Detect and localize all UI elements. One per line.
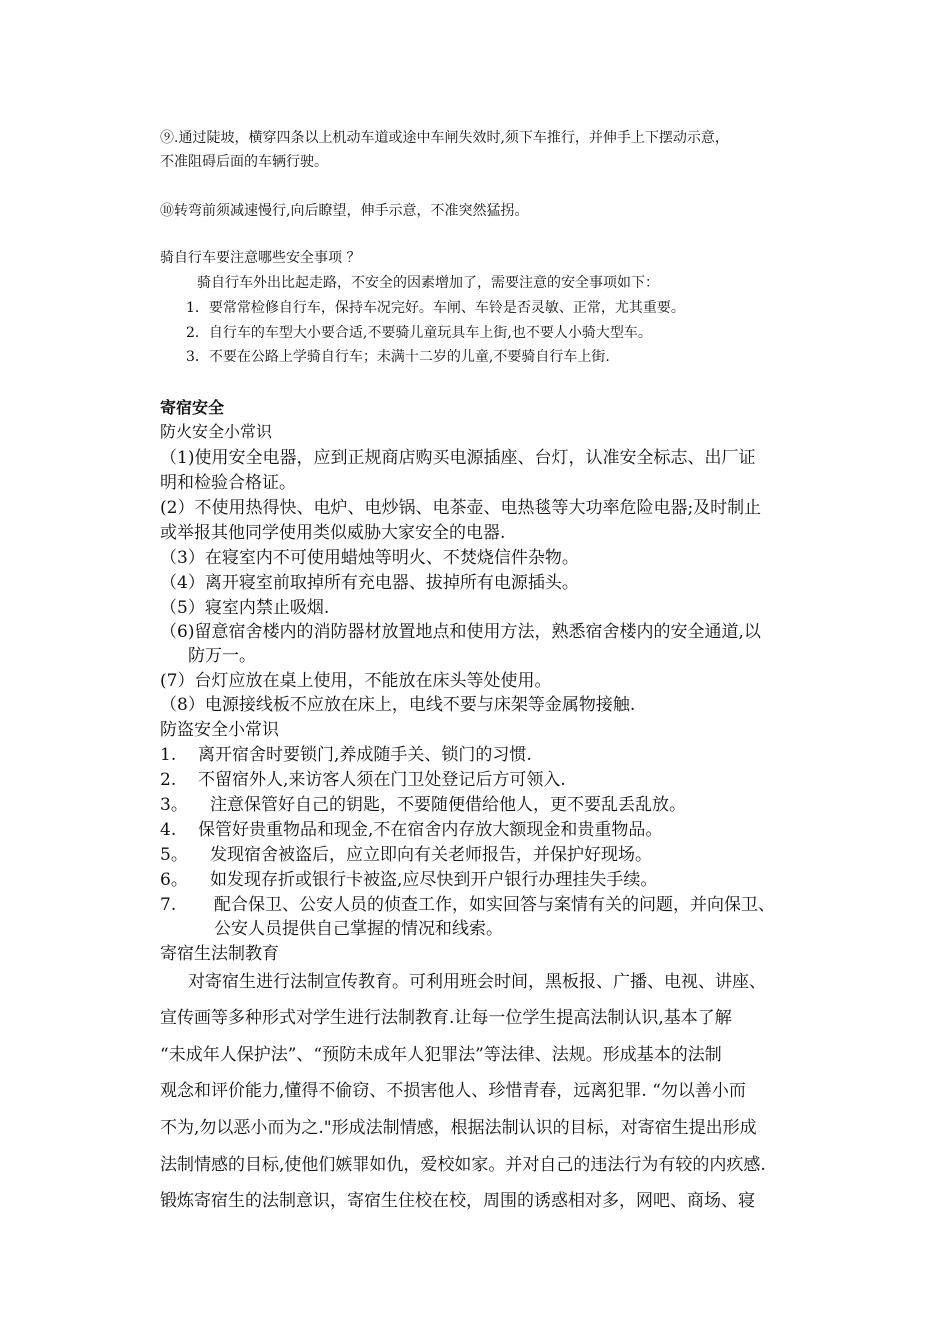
theft-item-5: [160, 840, 652, 865]
bike-item-number: 3．: [186, 349, 209, 365]
theft-item-2: [160, 765, 566, 790]
bike-item-3: [186, 346, 610, 366]
fire-item-1-cont: 明和检验合格证。: [160, 473, 296, 493]
law-paragraph-line: 宣传画等多种形式对学生进行法制教育.让每一位学生提高法制认识,基本了解: [160, 1008, 732, 1028]
theft-item-7-cont: 公安人员提供自己掌握的情况和线索。: [214, 919, 503, 939]
law-paragraph-line: 对寄宿生进行法制宣传教育。可利用班会时间，黑板报、广播、电视、讲座、: [188, 972, 766, 992]
theft-item-7: [160, 890, 775, 915]
theft-item-text: 如发现存折或银行卡被盗,应尽快到开户银行办理挂失手续。: [210, 870, 658, 890]
rule-10: ⑩转弯前须减速慢行,向后瞭望，伸手示意，不准突然猛拐。: [160, 203, 529, 219]
law-heading: 寄宿生法制教育: [160, 944, 279, 964]
theft-item-text: 配合保卫、公安人员的侦查工作，如实回答与案情有关的问题，并向保卫、: [214, 895, 775, 915]
theft-item-number: 4.: [160, 820, 177, 840]
theft-item-4: [160, 815, 662, 840]
law-paragraph-line: “未成年人保护法”、“预防未成年人犯罪法”等法律、法规。形成基本的法制: [160, 1045, 722, 1065]
theft-item-number: 1.: [160, 745, 177, 765]
fire-item-4: （4）离开寝室前取掉所有充电器、拔掉所有电源插头。: [160, 573, 579, 593]
fire-item-8: （8）电源接线板不应放在床上，电线不要与床架等金属物接触.: [160, 695, 636, 715]
law-paragraph-line: 观念和评价能力,懂得不偷窃、不损害他人、珍惜青春，远离犯罪. “勿以善小而: [160, 1081, 746, 1101]
rule-9-line-1: ⑨.通过陡坡，横穿四条以上机动车道或途中车闸失效时,须下车推行，并伸手上下摆动示意，: [160, 130, 729, 146]
bike-intro: 骑自行车外出比起走路，不安全的因素增加了，需要注意的安全事项如下：: [197, 275, 659, 291]
fire-item-1: （1)使用安全电器，应到正规商店购买电源插座、台灯，认准安全标志、出厂证: [160, 448, 756, 468]
bike-item-text: 自行车的车型大小要合适,不要骑儿童玩具车上街,也不要人小骑大型车。: [208, 325, 652, 341]
bike-item-number: 1．: [186, 300, 209, 316]
bike-item-number: 2．: [186, 325, 209, 341]
bike-question: 骑自行车要注意哪些安全事项 ？: [160, 250, 361, 266]
fire-item-3: （3）在寝室内不可使用蜡烛等明火、不焚烧信件杂物。: [160, 548, 579, 568]
theft-heading: 防盗安全小常识: [160, 720, 279, 740]
fire-item-6: （6)留意宿舍楼内的消防器材放置地点和使用方法，熟悉宿舍楼内的安全通道,以: [160, 622, 761, 642]
theft-item-number: 3。: [160, 795, 188, 815]
theft-item-1: [160, 740, 532, 765]
theft-item-number: 6。: [160, 870, 188, 890]
law-paragraph-line: 法制情感的目标,使他们嫉罪如仇，爱校如家。并对自己的违法行为有较的内疚感.: [160, 1155, 766, 1175]
theft-item-text: 发现宿舍被盗后，应立即向有关老师报告，并保护好现场。: [210, 845, 652, 865]
law-paragraph-line: 不为,勿以恶小而为之."形成法制情感，根据法制认识的目标，对寄宿生提出形成: [160, 1118, 757, 1138]
fire-item-6-cont: 防万一。: [188, 646, 256, 666]
bike-item-text: 要常常检修自行车，保持车况完好。车闸、车铃是否灵敏、正常，尤其重要。: [208, 300, 685, 316]
bike-item-1: [186, 297, 685, 317]
fire-item-5: （5）寝室内禁止吸烟.: [160, 598, 330, 618]
theft-item-6: [160, 865, 657, 890]
theft-item-text: 注意保管好自己的钥匙，不要随便借给他人，更不要乱丢乱放。: [210, 795, 686, 815]
fire-item-7: (7）台灯应放在桌上使用，不能放在床头等处使用。: [160, 671, 552, 691]
theft-item-text: 不留宿外人,来访客人须在门卫处登记后方可领入.: [198, 770, 566, 790]
theft-item-number: 7.: [160, 895, 177, 915]
theft-item-3: [160, 790, 686, 815]
rule-9-line-2: 不准阻碍后面的车辆行驶。: [160, 154, 328, 170]
fire-heading: 防火安全小常识: [160, 422, 273, 441]
theft-item-number: 5。: [160, 845, 188, 865]
dorm-title: 寄宿安全: [160, 398, 225, 417]
bike-item-2: [186, 322, 652, 342]
law-paragraph-line: 锻炼寄宿生的法制意识，寄宿生住校在校，周围的诱惑相对多，网吧、商场、寝: [160, 1191, 755, 1211]
theft-item-number: 2.: [160, 770, 177, 790]
fire-item-2-cont: 或举报其他同学使用类似威胁大家安全的电器.: [160, 523, 506, 543]
fire-item-2: (2）不使用热得快、电炉、电炒锅、电茶壶、电热毯等大功率危险电器;及时制止: [160, 498, 762, 518]
theft-item-text: 离开宿舍时要锁门,养成随手关、锁门的习惯.: [198, 745, 532, 765]
bike-item-text: 不要在公路上学骑自行车；未满十二岁的儿童,不要骑自行车上街.: [208, 349, 610, 365]
theft-item-text: 保管好贵重物品和现金,不在宿舍内存放大额现金和贵重物品。: [198, 820, 663, 840]
